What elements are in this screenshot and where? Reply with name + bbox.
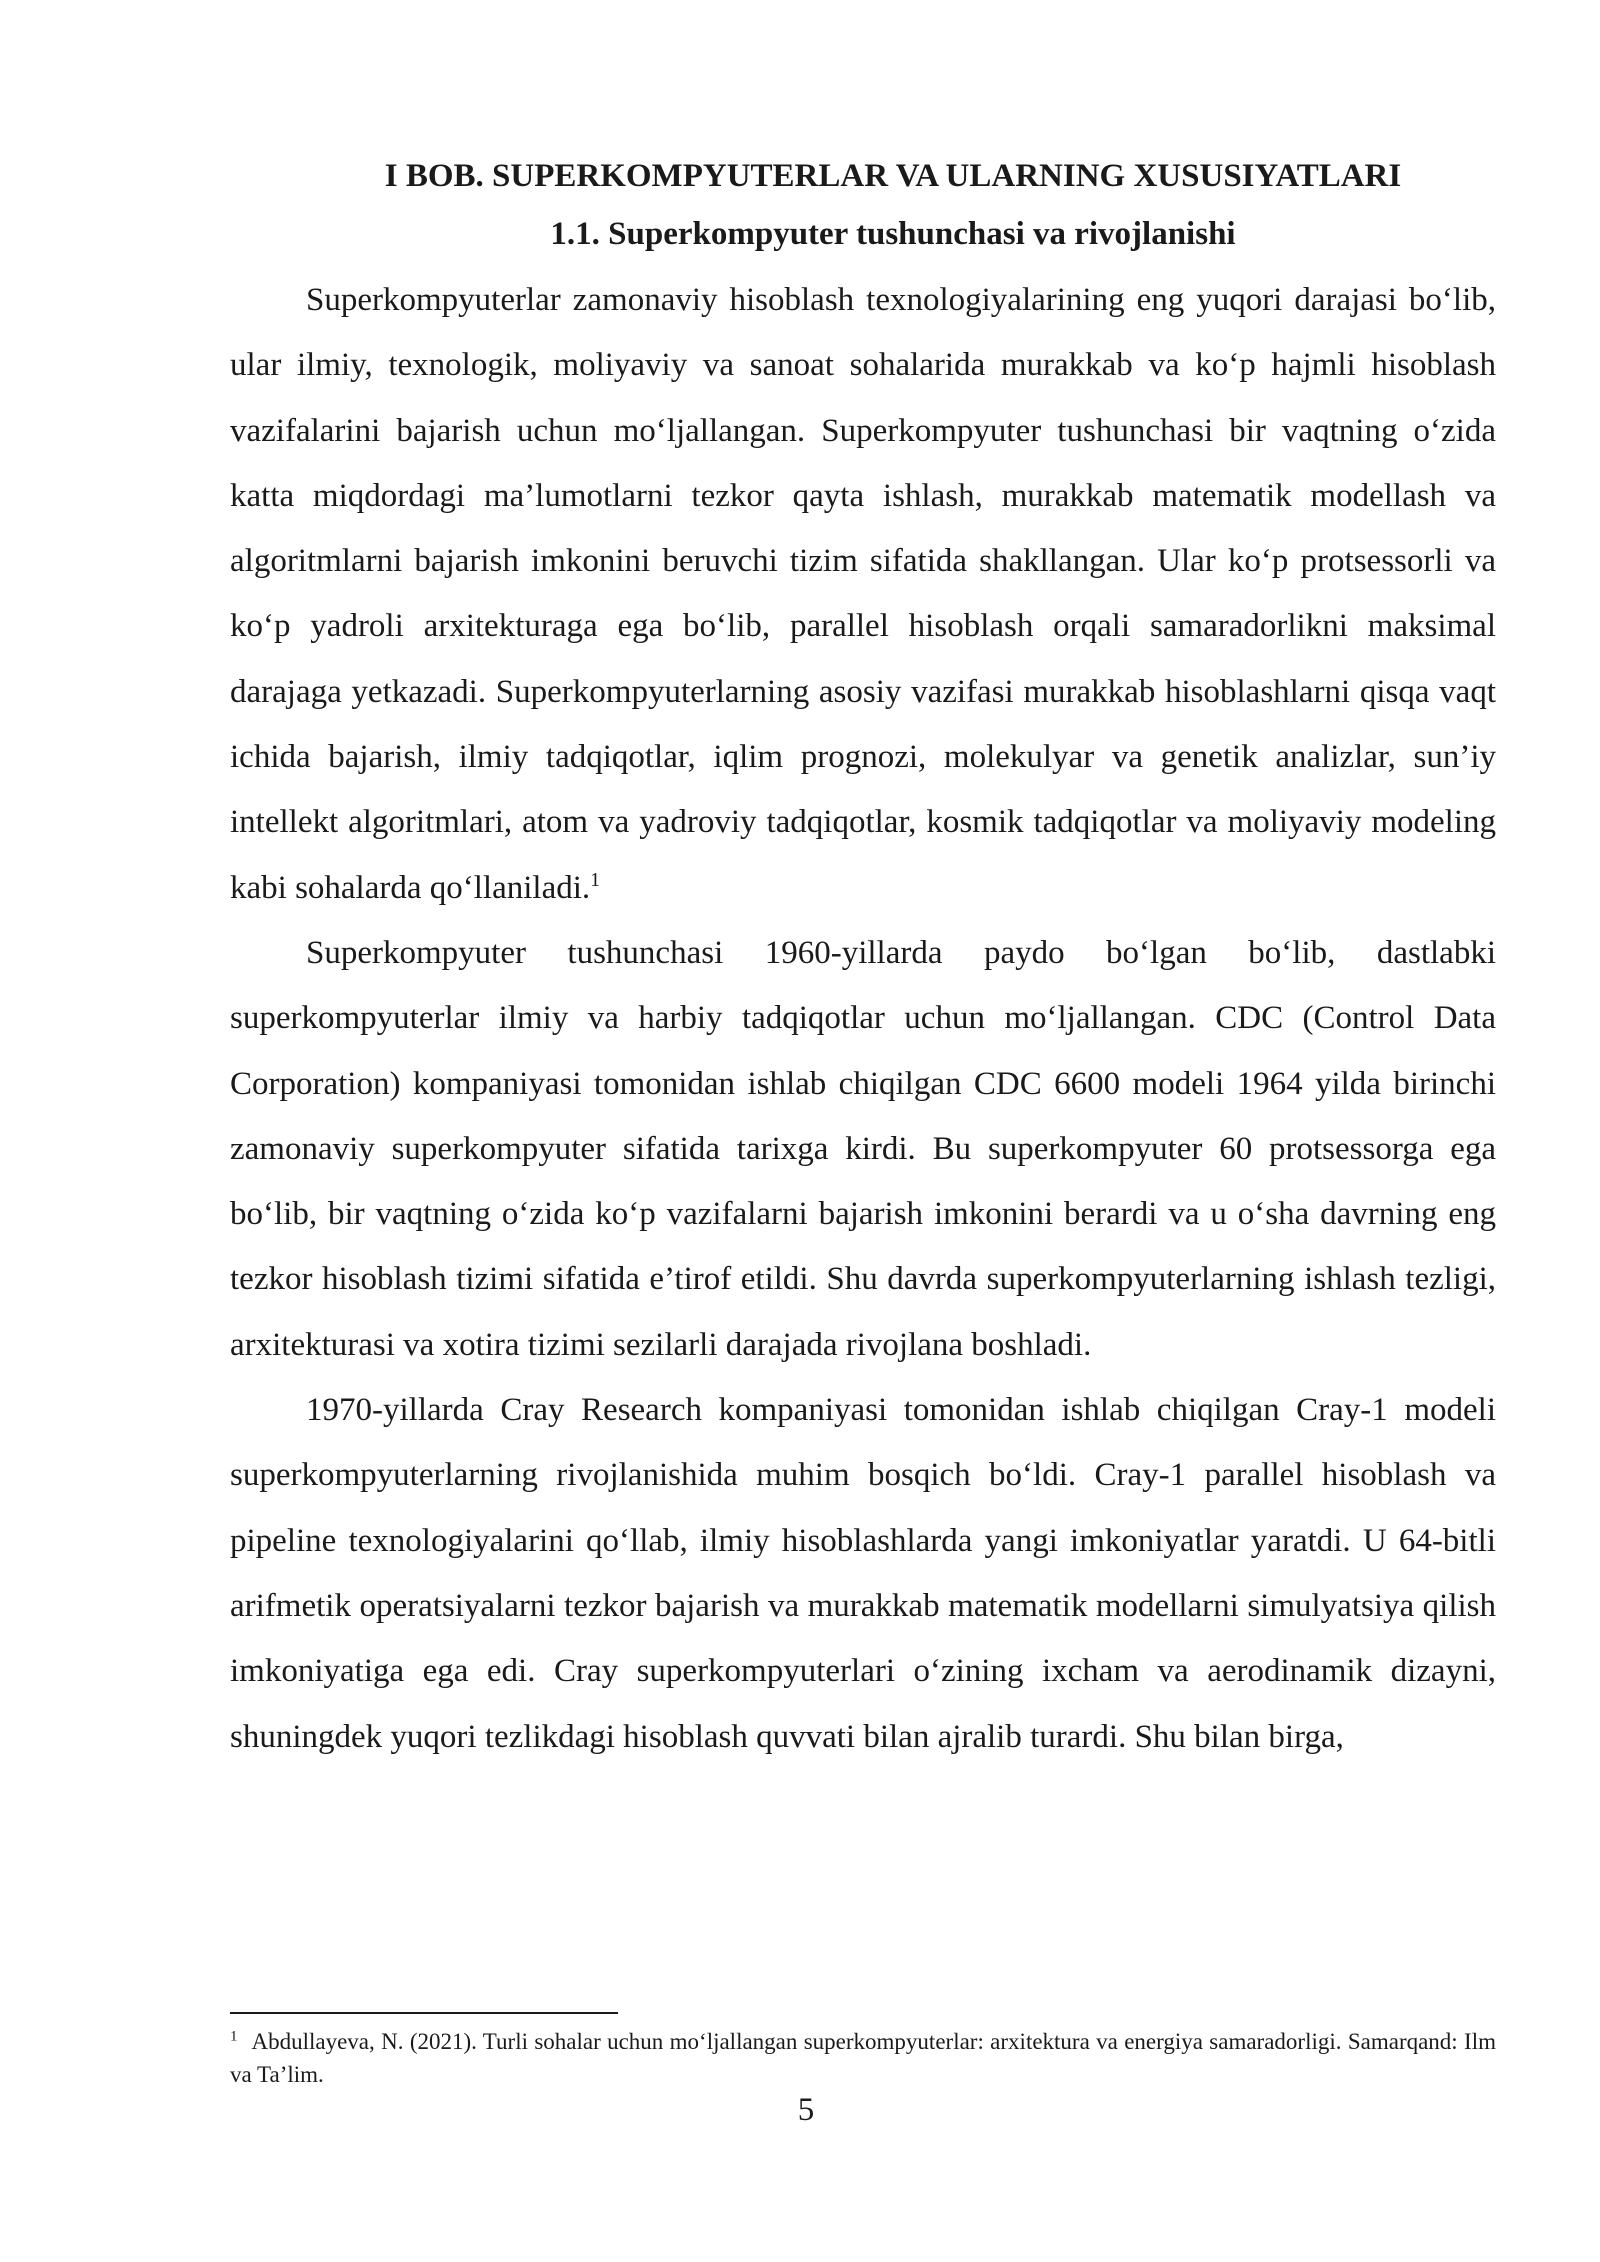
paragraph-2-text: Superkompyuter tushunchasi 1960-yillarda paydo bo‘lgan bo‘lib, dastlabki superkompyuterlar ilmiy va harbiy tadqiqotlar uchun mo‘ljallangan. CDC (Control Data Corporation) kompaniyasi tomonidan ishlab chiqilgan CDC 6600 modeli 1964 yilda birinchi zamonaviy superkompyuter sifatida tarixga kirdi. Bu superkompyuter 60 protsessorga ega bo‘lib, bir vaqtning o‘zida ko‘p vazifalarni bajarish imkonini berardi va u o‘sha davrning eng tezkor hisoblash tizimi sifatida e’tirof etildi. Shu davrda superkompyuterlarning ishlash tezligi, arxitekturasi va xotira tizimi sezilarli darajada rivojlana boshladi. [230,934,1496,1363]
paragraph-3 [230,1378,1496,1770]
chapter-title: I BOB. SUPERKOMPYUTERLAR VA ULARNING XUSUSIYATLARI [384,158,1402,194]
footnote-text: Abdullayeva, N. (2021). Turli sohalar uchun mo‘ljallangan superkompyuterlar: arxitektura va energiya samaradorligi. Samarqand: Ilm va Ta’lim. [230,2029,1496,2087]
footnote-number: 1 [230,2028,238,2045]
page-content [230,150,1496,1770]
paragraph-2 [230,921,1496,1378]
footnote-reference[interactable]: 1 [590,868,601,891]
paragraph-1-text: Superkompyuterlar zamonaviy hisoblash texnologiyalarining eng yuqori darajasi bo‘lib, ular ilmiy, texnologik, moliyaviy va sanoat sohalarida murakkab va ko‘p hajmli hisoblash vazifalarini bajarish uchun mo‘ljallangan. Superkompyuter tushunchasi bir vaqtning o‘zida katta miqdordagi ma’lumotlarni tezkor qayta ishlash, murakkab matematik modellash va algoritmlarni bajarish imkonini beruvchi tizim sifatida shakllangan. Ular ko‘p protsessorli va ko‘p yadroli arxitekturaga ega bo‘lib, parallel hisoblash orqali samaradorlikni maksimal darajaga yetkazadi. Superkompyuterlarning asosiy vazifasi murakkab hisoblashlarni qisqa vaqt ichida bajarish, ilmiy tadqiqotlar, iqlim prognozi, molekulyar va genetik analizlar, sun’iy intellekt algoritmlari, atom va yadroviy tadqiqotlar, kosmik tadqiqotlar va moliyaviy modeling kabi sohalarda qo‘llaniladi. [230,282,1496,906]
footnote-separator [230,2012,618,2014]
page-number: 5 [797,2092,815,2128]
footnote [230,2025,1496,2091]
section-title: 1.1. Superkompyuter tushunchasi va rivojlanishi [550,216,1236,252]
paragraph-1 [230,268,1496,921]
paragraph-3-text: 1970-yillarda Cray Research kompaniyasi tomonidan ishlab chiqilgan Cray-1 modeli superkompyuterlarning rivojlanishida muhim bosqich bo‘ldi. Cray-1 parallel hisoblash va pipeline texnologiyalarini qo‘llab, ilmiy hisoblashlarda yangi imkoniyatlar yaratdi. U 64-bitli arifmetik operatsiyalarni tezkor bajarish va murakkab matematik modellarni simulyatsiya qilish imkoniyatiga ega edi. Cray superkompyuterlari o‘zining ixcham va aerodinamik dizayni, shuningdek yuqori tezlikdagi hisoblash quvvati bilan ajralib turardi. Shu bilan birga, [230,1392,1496,1755]
